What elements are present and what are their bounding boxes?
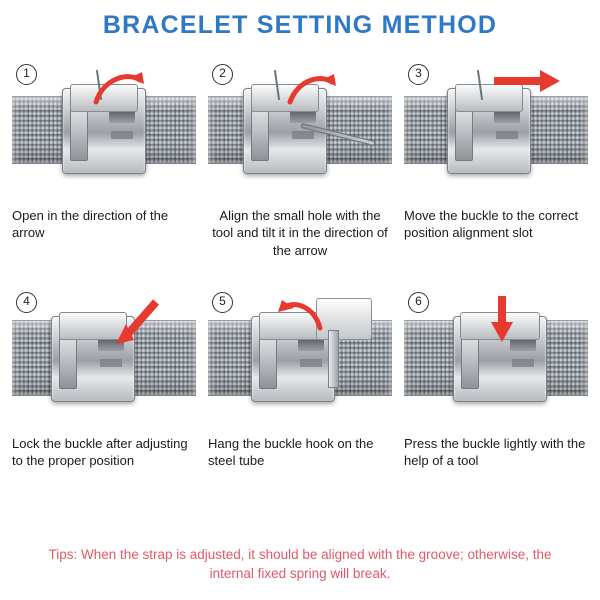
step-image-3 (404, 62, 588, 197)
buckle-lid (251, 84, 319, 112)
buckle-lid (59, 312, 127, 340)
steel-tube (328, 330, 339, 388)
step-card-1 (6, 62, 202, 290)
step-image-2 (208, 62, 392, 197)
steel-plate (316, 298, 372, 340)
step-number-badge-3: 3 (408, 64, 429, 85)
step-image-1 (12, 62, 196, 197)
step-caption-5: Hang the buckle hook on the steel tube (208, 435, 374, 469)
step-caption-4: Lock the buckle after adjusting to the proper position (12, 435, 188, 469)
step-caption-2: Align the small hole with the tool and tilt it in the direction of the arrow (212, 207, 388, 258)
step-number-badge-2: 2 (212, 64, 233, 85)
step-number-badge-4: 4 (16, 292, 37, 313)
step-card-5 (202, 290, 398, 518)
page-title: BRACELET SETTING METHOD (102, 11, 498, 39)
step-card-2 (202, 62, 398, 290)
step-image-4 (12, 290, 196, 425)
step-card-4 (6, 290, 202, 518)
step-image-5 (208, 290, 392, 425)
step-card-6 (398, 290, 594, 518)
tips-note: Tips: When the strap is adjusted, it should be aligned with the groove; otherwise, the internal fixed spring will break. (48, 546, 552, 582)
steps-grid (0, 62, 600, 518)
step-number-badge-5: 5 (212, 292, 233, 313)
buckle-lid (70, 84, 138, 112)
step-caption-1: Open in the direction of the arrow (12, 207, 169, 241)
step-number-badge-1: 1 (16, 64, 37, 85)
buckle-lid (460, 312, 540, 340)
step-image-6 (404, 290, 588, 425)
step-card-3 (398, 62, 594, 290)
step-caption-6: Press the buckle lightly with the help of a tool (404, 435, 586, 469)
buckle-lid (455, 84, 523, 112)
step-caption-3: Move the buckle to the correct position alignment slot (404, 207, 579, 241)
step-number-badge-6: 6 (408, 292, 429, 313)
